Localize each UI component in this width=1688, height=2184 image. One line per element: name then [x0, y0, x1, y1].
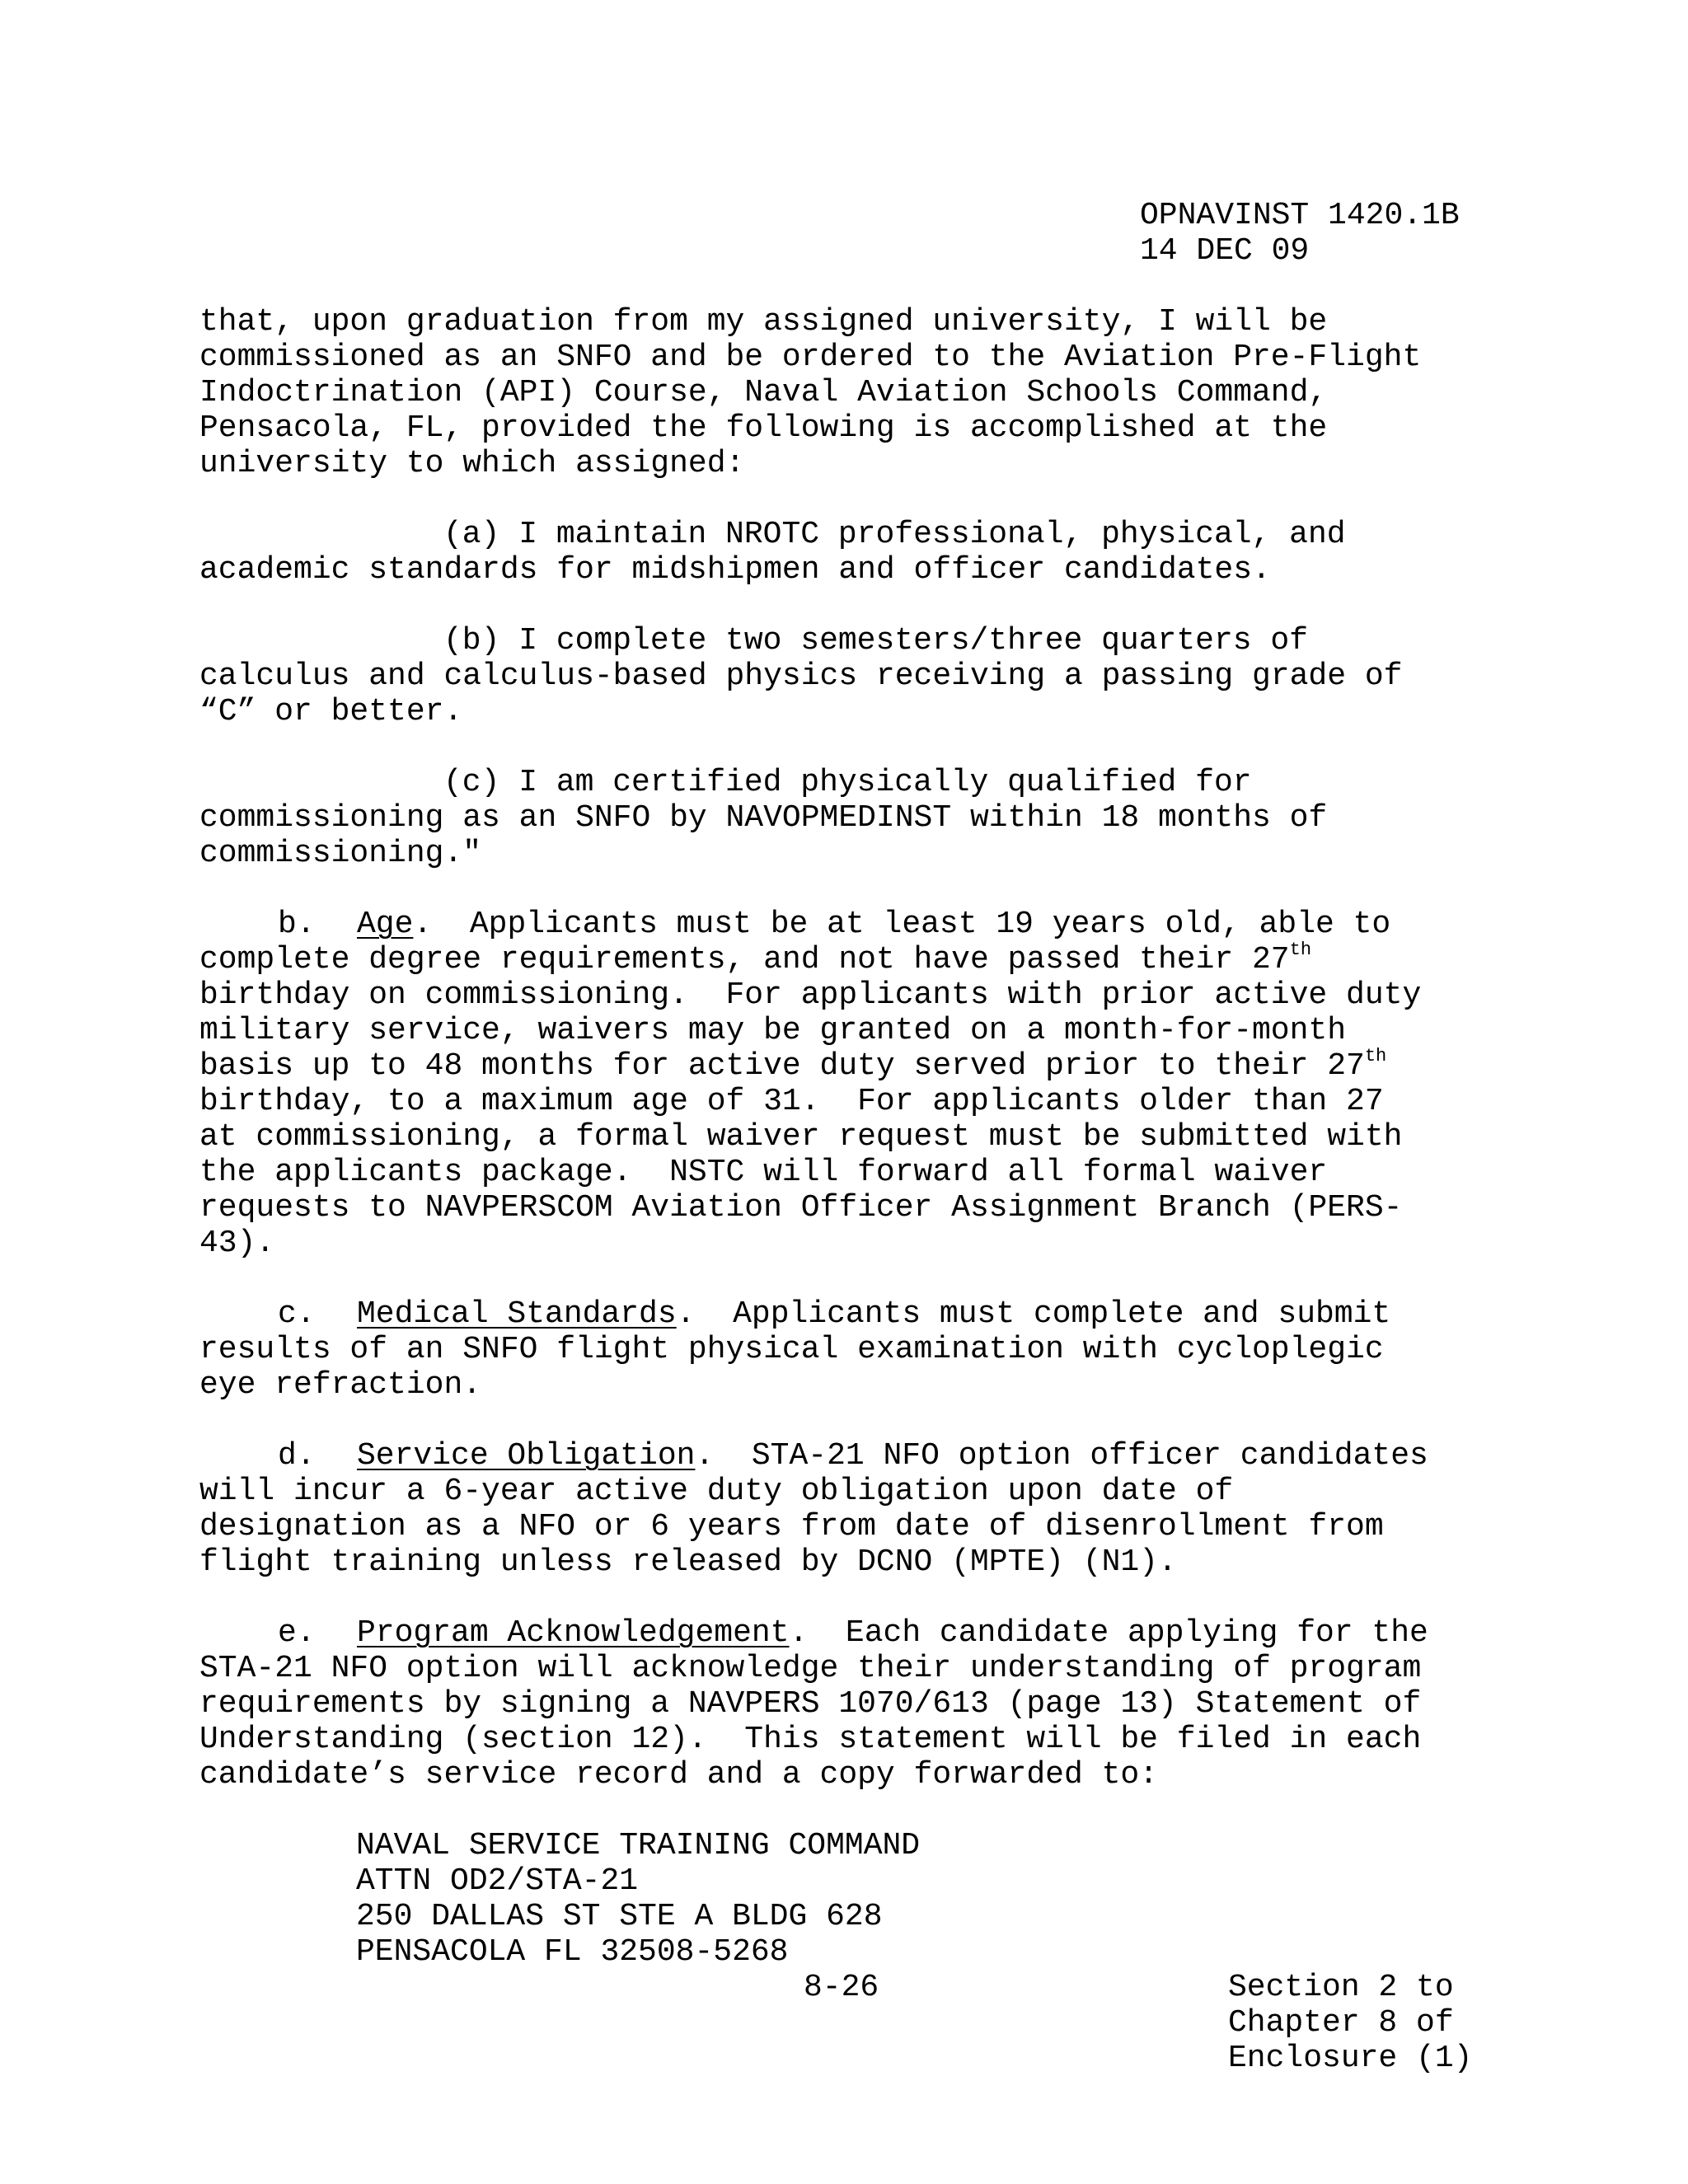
text-line: commissioning." — [199, 836, 482, 871]
paragraph-heading: Medical Standards — [357, 1296, 677, 1332]
text-line: university to which assigned: — [199, 446, 745, 481]
instruction-date: 14 DEC 09 — [1140, 233, 1310, 269]
text-run: complete degree requirements, and not have passed their 27 — [199, 942, 1290, 977]
text-line: birthday, to a maximum age of 31. For applicants older than 27 — [199, 1084, 1384, 1119]
address-line: PENSACOLA FL 32508-5268 — [356, 1934, 789, 1970]
text-run: . STA-21 NFO option officer candidates — [695, 1438, 1428, 1474]
text-line: (b) I complete two semesters/three quarters of — [443, 623, 1308, 658]
text-line: requirements by signing a NAVPERS 1070/613 (page 13) Statement of — [199, 1686, 1422, 1722]
text-line — [357, 907, 1390, 942]
address-line: ATTN OD2/STA-21 — [356, 1863, 639, 1899]
text-run: . Applicants must be at least 19 years old, able to — [413, 907, 1391, 942]
address-line: 250 DALLAS ST STE A BLDG 628 — [356, 1899, 883, 1934]
text-line: (a) I maintain NROTC professional, physical, and — [443, 517, 1346, 552]
text-line: 43). — [199, 1226, 275, 1261]
paragraph-heading: Service Obligation — [357, 1438, 696, 1474]
text-line: (c) I am certified physically qualified for — [443, 765, 1252, 800]
paragraph-heading: Program Acknowledgement — [357, 1615, 790, 1651]
footer-line: Section 2 to — [1228, 1970, 1454, 2005]
text-run: . Applicants must complete and submit — [676, 1296, 1391, 1332]
text-line: calculus and calculus-based physics receiving a passing grade of — [199, 658, 1403, 694]
page-number: 8-26 — [804, 1970, 879, 2005]
paragraph-label: d. — [278, 1438, 316, 1474]
text-run: . Each candidate applying for the — [789, 1615, 1428, 1651]
superscript: th — [1289, 940, 1312, 960]
text-run: basis up to 48 months for active duty served prior to their 27 — [199, 1048, 1365, 1084]
text-line: STA-21 NFO option will acknowledge their understanding of program — [199, 1651, 1422, 1686]
text-line: commissioned as an SNFO and be ordered to the Aviation Pre-Flight — [199, 340, 1422, 375]
text-line: Understanding (section 12). This statement will be filed in each — [199, 1722, 1422, 1757]
text-line: “C” or better. — [199, 694, 463, 729]
footer-line: Enclosure (1) — [1228, 2041, 1473, 2076]
text-line: results of an SNFO flight physical examination with cycloplegic — [199, 1332, 1384, 1367]
paragraph-heading: Age — [357, 907, 414, 942]
paragraph-label: b. — [278, 907, 316, 942]
text-line: commissioning as an SNFO by NAVOPMEDINST within 18 months of — [199, 800, 1328, 836]
text-line: requests to NAVPERSCOM Aviation Officer Assignment Branch (PERS- — [199, 1190, 1403, 1226]
text-line: military service, waivers may be granted on a month-for-month — [199, 1013, 1347, 1048]
text-line: birthday on commissioning. For applicants with prior active duty — [199, 977, 1422, 1013]
instruction-number: OPNAVINST 1420.1B — [1140, 198, 1460, 233]
text-line — [199, 942, 1311, 977]
text-line — [357, 1296, 1390, 1332]
text-line — [199, 1048, 1386, 1084]
text-line: academic standards for midshipmen and officer candidates. — [199, 552, 1271, 588]
text-line: candidate’s service record and a copy forwarded to: — [199, 1757, 1158, 1793]
address-line: NAVAL SERVICE TRAINING COMMAND — [356, 1828, 921, 1863]
paragraph-label: c. — [278, 1296, 316, 1332]
text-line: designation as a NFO or 6 years from date of disenrollment from — [199, 1509, 1384, 1544]
text-line: will incur a 6-year active duty obligation upon date of — [199, 1474, 1234, 1509]
text-line: at commissioning, a formal waiver request must be submitted with — [199, 1119, 1403, 1155]
footer-line: Chapter 8 of — [1228, 2005, 1454, 2041]
text-line: eye refraction. — [199, 1367, 482, 1403]
text-line — [357, 1615, 1428, 1651]
text-line: that, upon graduation from my assigned university, I will be — [199, 304, 1328, 340]
superscript: th — [1364, 1046, 1387, 1066]
text-line: Pensacola, FL, provided the following is accomplished at the — [199, 410, 1328, 446]
text-line — [357, 1438, 1428, 1474]
text-line: the applicants package. NSTC will forward all formal waiver — [199, 1155, 1328, 1190]
text-line: Indoctrination (API) Course, Naval Aviation Schools Command, — [199, 375, 1328, 410]
paragraph-label: e. — [278, 1615, 316, 1651]
text-line: flight training unless released by DCNO (MPTE) (N1). — [199, 1544, 1177, 1580]
